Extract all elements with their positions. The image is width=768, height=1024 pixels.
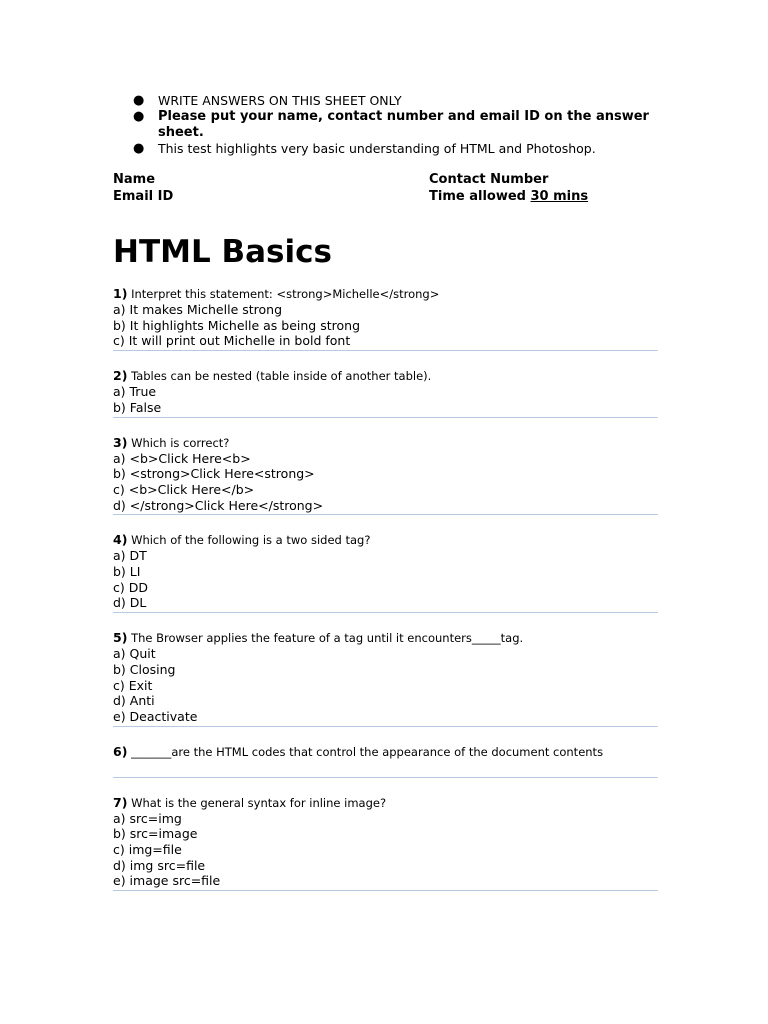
answer-option: b) src=image [113, 826, 198, 842]
answer-option: e) Deactivate [113, 708, 198, 724]
time-value: 30 mins [530, 188, 589, 204]
time-allowed [429, 189, 588, 206]
question-number: 6) [113, 743, 128, 759]
answer-option: d) </strong>Click Here</strong> [113, 497, 324, 513]
answer-option: b) Closing [113, 661, 176, 677]
question-7 [113, 795, 658, 892]
answer-option: e) image src=file [113, 873, 221, 889]
answer-option: c) img=file [113, 842, 182, 858]
bullet-icon: ● [133, 93, 145, 108]
page-title: HTML Basics [113, 234, 332, 270]
question-stem [113, 286, 658, 302]
question-text: _______are the HTML codes that control the appearance of the document contents [131, 744, 604, 759]
question-number: 5) [113, 630, 128, 646]
answer-option: b) <strong>Click Here<strong> [113, 466, 315, 482]
bullet-icon: ● [133, 141, 145, 156]
answer-option: a) src=img [113, 810, 182, 826]
answer-option: b) LI [113, 564, 141, 580]
answer-option: d) Anti [113, 693, 155, 709]
instructions-list [113, 93, 658, 157]
answer-option: d) img src=file [113, 857, 206, 873]
question-text: Tables can be nested (table inside of another table). [131, 369, 432, 384]
answer-option: b) It highlights Michelle as being strong [113, 317, 360, 333]
answer-option: a) Quit [113, 646, 156, 662]
question-list [113, 286, 658, 891]
question-stem [113, 744, 658, 776]
answer-option: a) DT [113, 548, 147, 564]
question-3 [113, 435, 658, 516]
question-text: What is the general syntax for inline image? [131, 795, 387, 810]
answer-option: c) DD [113, 579, 148, 595]
time-label: Time allowed [429, 188, 526, 204]
question-stem [113, 630, 658, 646]
bullet-icon: ● [133, 109, 145, 124]
question-text: The Browser applies the feature of a tag until it encounters_____tag. [131, 631, 524, 646]
question-number: 1) [113, 286, 128, 301]
instruction-item [113, 141, 658, 157]
document-page [113, 93, 658, 891]
question-number: 2) [113, 368, 128, 384]
question-text: Interpret this statement: <strong>Michelle</strong> [131, 287, 440, 301]
question-text: Which is correct? [131, 435, 230, 450]
answer-option: c) <b>Click Here</b> [113, 481, 255, 497]
question-number: 4) [113, 532, 128, 548]
question-2 [113, 368, 658, 417]
question-4 [113, 532, 658, 613]
answer-option: d) DL [113, 595, 147, 611]
question-stem [113, 532, 658, 548]
info-row [113, 189, 658, 206]
name-label: Name [113, 172, 156, 187]
answer-option: c) Exit [113, 677, 153, 693]
instruction-text: Please put your name, contact number and email ID on the answer sheet. [158, 109, 649, 140]
question-stem [113, 368, 658, 384]
question-stem [113, 795, 658, 811]
question-number: 7) [113, 794, 128, 810]
instruction-item [113, 109, 658, 141]
question-6 [113, 744, 658, 778]
info-row [113, 172, 658, 189]
answer-option: a) It makes Michelle strong [113, 302, 283, 317]
question-1 [113, 286, 658, 351]
candidate-info [113, 172, 658, 205]
question-stem [113, 435, 658, 451]
question-text: Which of the following is a two sided tag? [131, 533, 371, 548]
instruction-item [113, 93, 658, 109]
question-number: 3) [113, 434, 128, 450]
answer-option: b) False [113, 399, 162, 415]
instruction-text: This test highlights very basic understanding of HTML and Photoshop. [158, 141, 596, 156]
answer-option: a) True [113, 384, 157, 400]
contact-label: Contact Number [429, 172, 549, 187]
email-label: Email ID [113, 188, 174, 204]
answer-option: a) <b>Click Here<b> [113, 450, 251, 466]
answer-option: c) It will print out Michelle in bold font [113, 333, 351, 349]
instruction-text: WRITE ANSWERS ON THIS SHEET ONLY [158, 93, 402, 108]
question-5 [113, 630, 658, 727]
